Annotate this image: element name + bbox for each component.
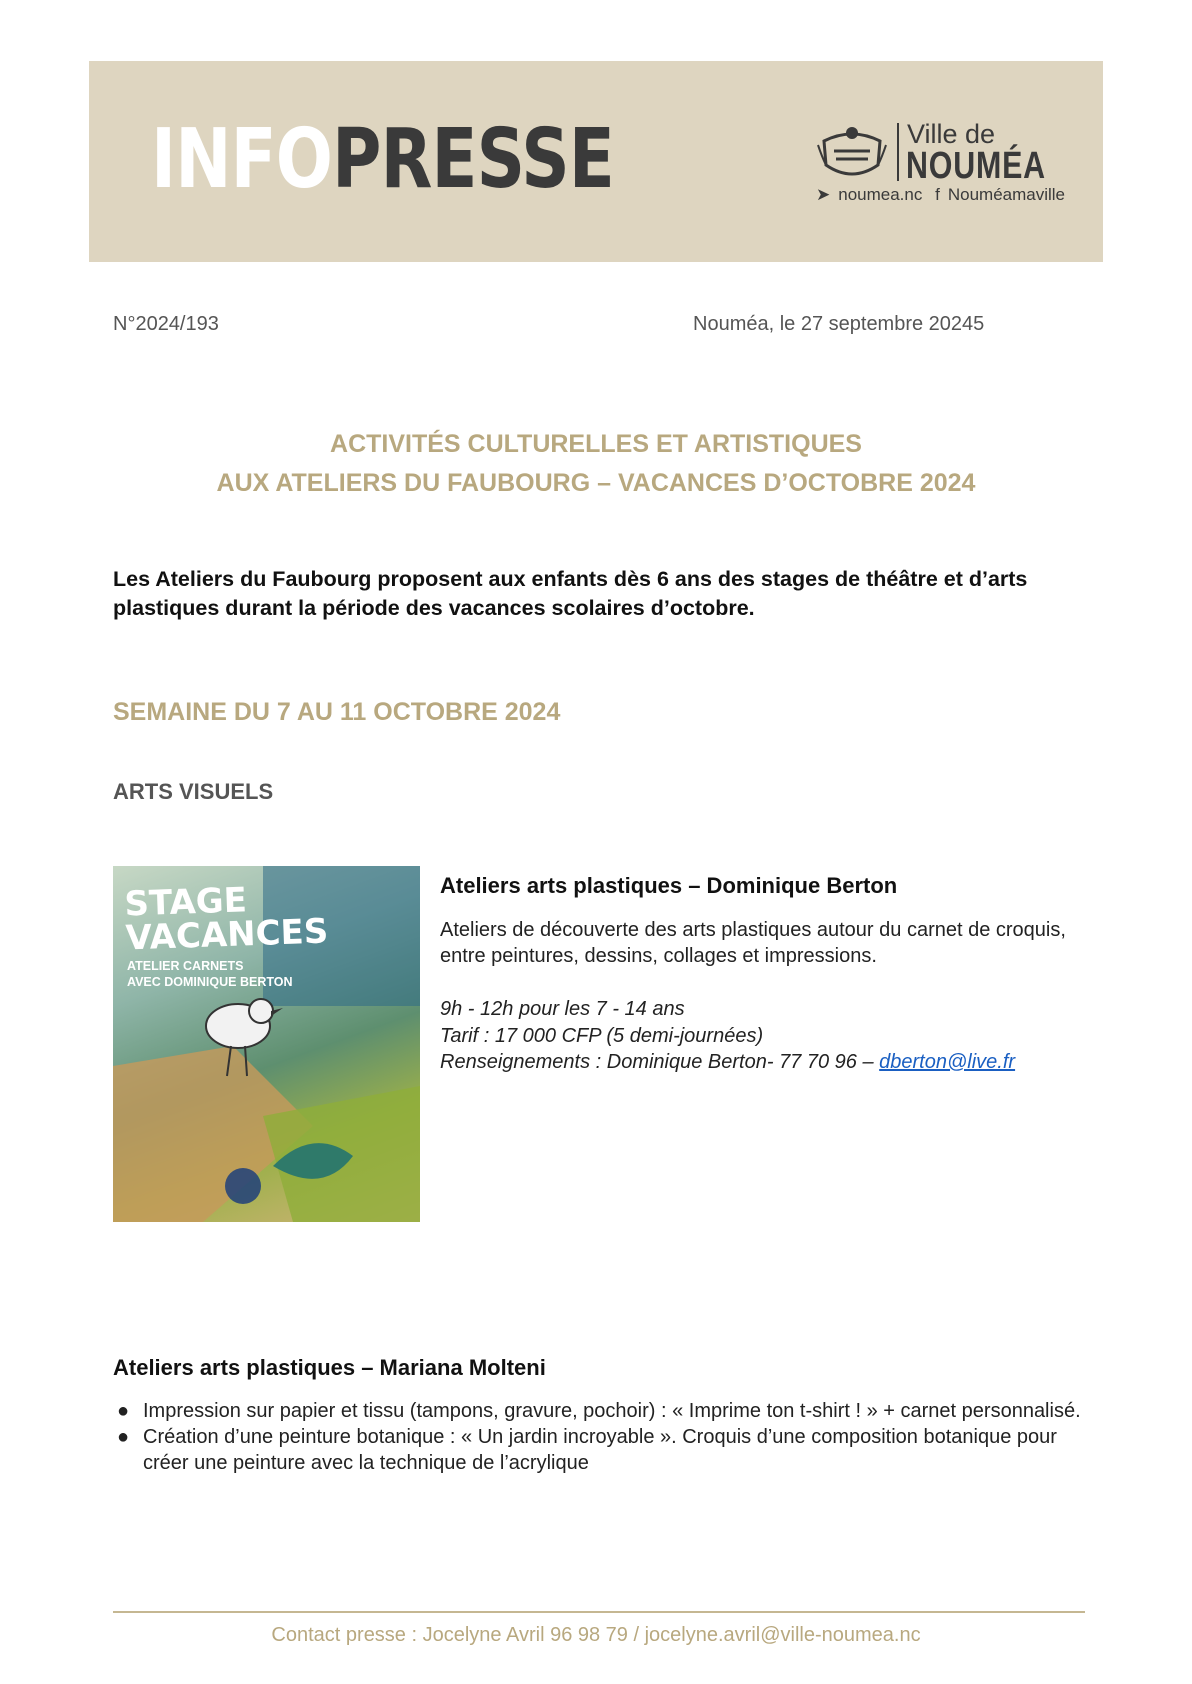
press-contact-footer: Contact presse : Jocelyne Avril 96 98 79 / jocelyne.avril@ville-noumea.nc xyxy=(271,1624,921,1646)
stage-vacances-poster xyxy=(113,866,420,1222)
press-number: N°2024/193 xyxy=(113,313,219,335)
berton-info xyxy=(440,996,1120,1076)
city-crest-icon xyxy=(816,121,888,185)
poster-subtitle xyxy=(127,958,293,990)
bullet-icon: ● xyxy=(117,1426,130,1448)
section-heading: ARTS VISUELS xyxy=(113,779,274,804)
berton-contact: Renseignements : Dominique Berton- 77 70 96 – xyxy=(440,1051,880,1073)
molteni-list xyxy=(113,1398,1093,1476)
berton-description: Ateliers de découverte des arts plastiques autour du carnet de croquis, entre peintures, dessins, collages et impressions. xyxy=(440,919,1066,967)
poster-title xyxy=(123,880,329,959)
paper-plane-icon: ➤ xyxy=(816,185,831,204)
week-heading: SEMAINE DU 7 AU 11 OCTOBRE 2024 xyxy=(113,698,561,726)
logo-noumea: NOUMÉA xyxy=(906,145,1046,187)
logo-separator xyxy=(897,123,899,181)
page-title xyxy=(89,425,1103,503)
press-date: Nouméa, le 27 septembre 20245 xyxy=(693,313,985,335)
title-line-2: AUX ATELIERS DU FAUBOURG – VACANCES D’OCTOBRE 2024 xyxy=(216,469,976,497)
poster-sub-line-1: ATELIER CARNETS xyxy=(127,959,244,973)
logo-social xyxy=(816,185,1073,205)
berton-contact-line xyxy=(440,1049,1120,1076)
list-item-text: Impression sur papier et tissu (tampons, gravure, pochoir) : « Imprime ton t-shirt ! » + carnet personnalisé. xyxy=(143,1400,1081,1422)
poster-title-line-1: STAGE xyxy=(123,880,248,925)
poster-sub-line-2: AVEC DOMINIQUE BERTON xyxy=(127,975,293,989)
lead-paragraph: Les Ateliers du Faubourg proposent aux enfants dès 6 ans des stages de théâtre et d’arts plastiques durant la période des vacances scolaires d’octobre. xyxy=(113,567,1028,620)
footer-divider xyxy=(113,1611,1085,1613)
poster-title-line-2: VACANCES xyxy=(124,911,329,959)
berton-email-link[interactable]: dberton@live.fr xyxy=(879,1051,1016,1073)
bullet-icon: ● xyxy=(117,1400,130,1422)
brand-info: INFO xyxy=(151,112,333,207)
facebook-link[interactable]: Nouméamaville xyxy=(947,185,1066,204)
logo-ville: Ville de xyxy=(907,119,996,149)
berton-hours: 9h - 12h pour les 7 - 14 ans xyxy=(440,998,685,1020)
list-item xyxy=(113,1398,1093,1424)
molteni-heading: Ateliers arts plastiques – Mariana Molteni xyxy=(113,1355,546,1380)
title-line-1: ACTIVITÉS CULTURELLES ET ARTISTIQUES xyxy=(330,430,862,458)
berton-price: Tarif : 17 000 CFP (5 demi-journées) xyxy=(440,1024,764,1047)
header-banner xyxy=(89,61,1103,262)
berton-heading: Ateliers arts plastiques – Dominique Berton xyxy=(440,873,898,898)
infopresse-wordmark xyxy=(151,112,614,207)
site-link[interactable]: noumea.nc xyxy=(838,185,923,204)
brand-presse: PRESSE xyxy=(332,112,614,207)
list-item xyxy=(113,1424,1093,1476)
list-item-text: Création d’une peinture botanique : « Un jardin incroyable ». Croquis d’une composition botanique pour créer une peinture avec la technique de l’acrylique xyxy=(143,1426,1057,1474)
facebook-icon: f xyxy=(935,185,940,204)
